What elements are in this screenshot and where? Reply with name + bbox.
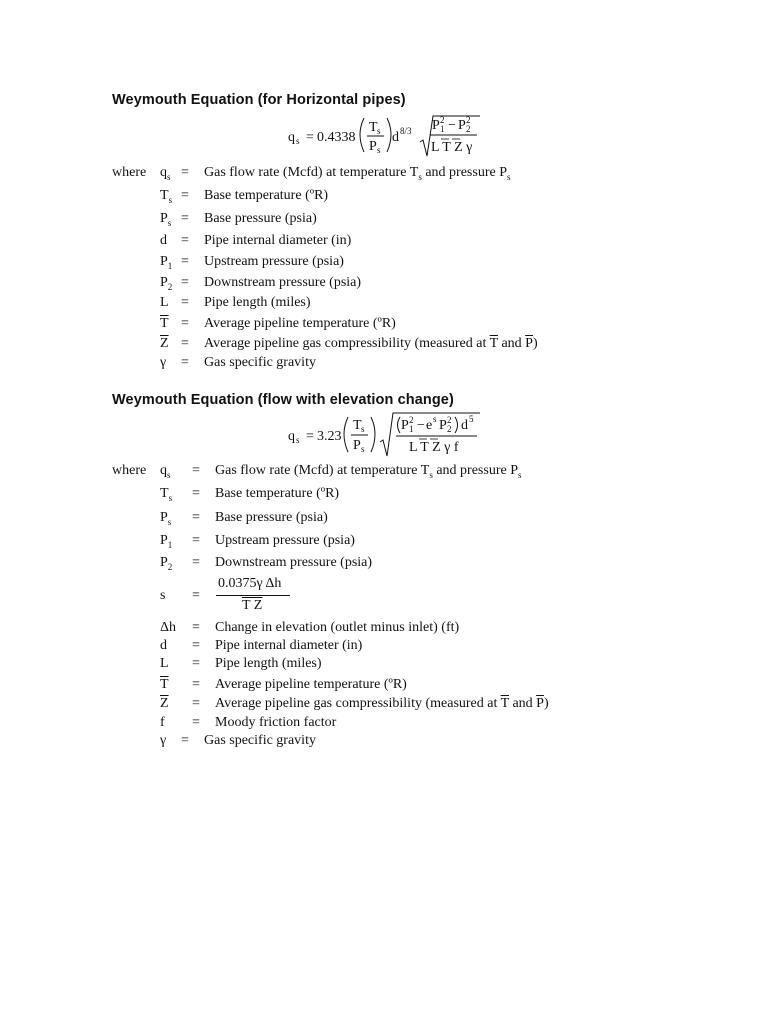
description [215,484,339,504]
description-text: Gas specific gravity [204,733,316,748]
eq1-root-p2: P [458,118,466,133]
symbol [160,163,171,187]
description-text: Base pressure (psia) [215,510,328,525]
symbol-main: T [160,188,169,203]
description [204,186,328,206]
eq2-root-p1-sub: 1 [409,424,414,434]
description-text: Average pipeline gas compressibility (measured at [215,696,501,711]
symbol [160,293,169,313]
equals: = [181,165,189,180]
definition-row [0,675,768,695]
definition-row [0,231,768,251]
equals: = [192,696,200,711]
definition-row [0,636,768,656]
description-text: Base pressure (psia) [204,211,317,226]
definition-row [0,484,768,504]
definition-row [0,293,768,313]
eq2-root-d-exp: 5 [469,414,474,424]
eq1-lhs: q [288,130,295,145]
weymouth-elevation-equation [280,408,500,460]
description-text: Pipe length (miles) [204,295,311,310]
definition-row [0,618,768,638]
symbol-main: $\overline{Z}$ [160,696,169,711]
description-text: Pipe internal diameter (in) [204,233,352,248]
eq2-eq: = [306,429,314,444]
equals: = [192,588,200,603]
symbol-sub: s [167,217,172,228]
description [204,334,538,354]
description-text: Downstream pressure (psia) [215,555,373,570]
eq2-root-minus: − [417,418,425,433]
description-tail: and pressure P [421,165,507,180]
equals: = [192,677,200,692]
symbol-sub: s [167,516,172,527]
symbol [160,713,165,733]
symbol [160,353,166,373]
fraction-denominator: T Z [242,598,263,613]
symbol-main: d [160,233,167,248]
symbol-sub: 2 [167,561,173,572]
definition-row [0,163,768,183]
description [215,508,328,528]
eq2-frac-den: P [353,438,361,453]
description [215,531,355,551]
description [204,353,316,373]
symbol-sub: s [168,194,173,205]
equals: = [192,656,200,671]
eq1-root-p2-sub: 2 [466,124,471,134]
symbol-main: $\overline{Z}$ [160,336,169,351]
symbol-sub: 1 [167,539,173,550]
eq1-root-p1-sub: 1 [440,124,445,134]
symbol-main: γ [160,733,167,748]
description [215,694,549,714]
definition-row [0,531,768,551]
equals: = [192,555,200,570]
description-text: Gas specific gravity [204,355,316,370]
equals: = [181,355,189,370]
description-text: Base temperature (ºR) [215,486,340,501]
equals: = [181,275,189,290]
equals: = [181,336,189,351]
symbol-main: P [160,211,168,226]
symbol-sub: s [167,171,171,182]
symbol [160,618,176,638]
eq2-root-p1-sup: 2 [409,415,414,425]
symbol-sub: s [167,469,171,480]
description [204,231,351,251]
symbol [160,675,169,695]
symbol [160,654,169,674]
description-text: Pipe internal diameter (in) [215,638,363,653]
eq1-root-p1: P [432,118,440,133]
eq1-coef: 0.4338 [317,130,356,145]
eq1-root-p1-sup: 2 [440,115,445,125]
symbol [160,484,172,508]
description-overline-p: $\overline{P}$ [525,336,533,351]
eq1-frac-num: T [369,120,378,135]
description-text: Gas flow rate (Mcfd) at temperature T [204,165,419,180]
description-sub: s [429,469,433,480]
description-text: Upstream pressure (psia) [215,533,355,548]
equals: = [192,620,200,635]
description [215,654,322,674]
symbol-main: $\overline{T}$ [160,677,169,692]
eq2-lhs: q [288,429,295,444]
symbol-main: q [160,165,167,180]
definition-row [0,209,768,229]
equals: = [181,188,189,203]
definition-row [0,713,768,733]
equals: = [181,254,189,269]
description [204,293,311,313]
eq2-lhs-sub: s [296,435,300,445]
eq1-frac-num-sub: s [377,126,381,136]
description-text: Pipe length (miles) [215,656,322,671]
eq1-frac-den-sub: s [377,145,381,155]
equals: = [181,233,189,248]
symbol-sub: 2 [167,281,173,292]
definition-row [0,273,768,293]
weymouth-horizontal-equation [280,110,500,160]
eq2-coef: 3.23 [317,429,342,444]
equals: = [192,533,200,548]
description-mid: and [508,696,537,711]
description-overline-t: $\overline{T}$ [489,336,498,351]
definition-row [0,353,768,373]
symbol [160,186,172,210]
description-tail: and pressure P [432,463,518,478]
symbol [160,694,169,714]
description-text: Average pipeline temperature (ºR) [215,677,407,692]
eq2-frac-den-sub: s [361,444,365,454]
description [215,675,407,695]
description-text: Upstream pressure (psia) [204,254,344,269]
symbol-main: P [160,275,168,290]
description-end: ) [543,696,549,711]
eq1-root-minus: − [448,118,456,133]
equals: = [192,715,200,730]
symbol [160,636,167,656]
symbol [160,461,171,485]
description [204,273,361,293]
symbol-main: $\overline{T}$ [160,316,169,331]
description-text: Moody friction factor [215,715,337,730]
symbol [160,209,171,233]
eq1-root-den: L T Z γ [431,140,473,155]
eq2-root-p1: P [401,418,409,433]
eq1-d: d [392,130,399,145]
equals: = [192,486,200,501]
eq1-d-exp: 8/3 [400,126,412,136]
description [215,461,522,485]
symbol-main: L [160,295,169,310]
definition-row [0,508,768,528]
eq2-frac-num: T [353,418,362,433]
eq2-root-p2-sup: 2 [447,415,452,425]
section2-heading: Weymouth Equation (flow with elevation change) [112,392,454,408]
description-text: Base temperature (ºR) [204,188,329,203]
fraction-numerator: 0.0375γ Δh [218,576,282,591]
definition-row [0,252,768,272]
definition-row-s [0,574,768,618]
equals: = [192,638,200,653]
description-overline-t: $\overline{T}$ [500,696,509,711]
description [204,163,511,187]
definition-row [0,694,768,714]
symbol-sub: s [168,492,173,503]
description-tail-sub: s [507,171,511,182]
symbol-main: γ [160,355,167,370]
definition-row [0,186,768,206]
eq1-eq: = [306,130,314,145]
eq1-lhs-sub: s [296,136,300,146]
equals: = [192,510,200,525]
description [215,553,372,573]
symbol-main: L [160,656,169,671]
symbol [160,731,166,751]
equals: = [181,733,189,748]
description-mid: and [497,336,526,351]
symbol-main: q [160,463,167,478]
definition-row [0,461,768,481]
description [215,713,336,733]
eq2-root-d: d [461,418,468,433]
description-overline-p: $\overline{P}$ [536,696,544,711]
symbol [160,334,169,354]
definition-row [0,731,768,751]
eq2-root-e: e [426,418,433,433]
description [204,314,396,334]
description [204,209,317,229]
symbol-main: d [160,638,167,653]
symbol-main: P [160,533,168,548]
description [215,618,459,638]
eq2-frac-num-sub: s [361,424,365,434]
description-text: Average pipeline temperature (ºR) [204,316,396,331]
definition-row [0,334,768,354]
definition-row [0,654,768,674]
section1-heading: Weymouth Equation (for Horizontal pipes) [112,92,406,108]
description-end: ) [532,336,538,351]
eq2-root-p2-sub: 2 [447,424,452,434]
eq1-root-p2-sup: 2 [466,115,471,125]
description-text: Average pipeline gas compressibility (measured at [204,336,490,351]
symbol [160,314,169,334]
symbol [160,231,167,251]
symbol-main: Δh [160,620,177,635]
symbol-main: s [160,588,166,603]
description [204,252,344,272]
description [204,731,316,751]
description [215,636,362,656]
description-text: Gas flow rate (Mcfd) at temperature T [215,463,430,478]
description-text: Downstream pressure (psia) [204,275,362,290]
symbol-main: P [160,254,168,269]
symbol-main: P [160,510,168,525]
eq2-root-p2: P [439,418,447,433]
equals: = [192,463,200,478]
equals: = [181,316,189,331]
definition-row [0,553,768,573]
description-sub: s [418,171,422,182]
eq2-root-den: L T Z γ f [409,440,459,455]
symbol [160,531,172,555]
where-label: where [112,463,147,478]
symbol-main: f [160,715,165,730]
description-text: Change in elevation (outlet minus inlet) (ft) [215,620,460,635]
symbol-main: T [160,486,169,501]
symbol-main: P [160,555,168,570]
symbol-sub: 1 [167,260,173,271]
eq1-frac-den: P [369,139,377,154]
equals: = [181,211,189,226]
eq2-root-e-sup: s [433,414,437,424]
description-tail-sub: s [518,469,522,480]
equals: = [181,295,189,310]
where-label: where [112,165,147,180]
definition-row [0,314,768,334]
symbol [160,508,171,532]
